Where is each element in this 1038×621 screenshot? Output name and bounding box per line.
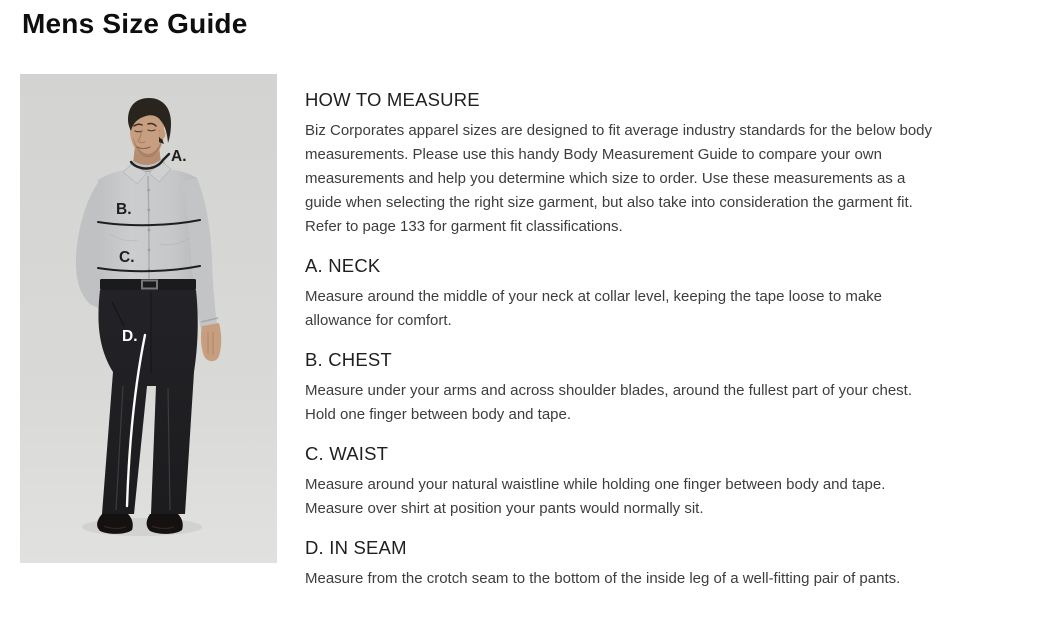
label-b-chest: B. <box>116 201 132 218</box>
section-body: Measure around your natural waistline while holding one finger between body and tape. Measure over shirt at position your pants would normally sit. <box>305 476 886 517</box>
model-illustration <box>20 74 277 563</box>
model-ear <box>159 129 166 139</box>
page-title: Mens Size Guide <box>22 8 248 39</box>
left-shoe <box>97 514 133 534</box>
section-inseam <box>305 536 939 591</box>
section-waist <box>305 442 939 521</box>
section-how-to-measure <box>305 88 939 239</box>
label-d-inseam: D. <box>122 328 138 345</box>
section-body: Measure from the crotch seam to the bottom of the inside leg of a well-fitting pair of pants. <box>305 570 901 587</box>
label-c-waist: C. <box>119 249 135 266</box>
model-right-hand <box>201 323 221 361</box>
section-heading: HOW TO MEASURE <box>305 89 480 110</box>
measure-guide-content <box>305 88 939 591</box>
section-neck <box>305 254 939 333</box>
right-shoe <box>147 514 183 534</box>
section-heading: D. IN SEAM <box>305 537 407 558</box>
section-heading: B. CHEST <box>305 349 392 370</box>
section-heading: A. NECK <box>305 255 381 276</box>
section-body: Biz Corporates apparel sizes are designed to fit average industry standards for the below body measurements. Please use this handy Body Measurement Guide to compare your own measurements and help you determine which size to order. Use these measurements as a guide when selecting the right size garment, but also take into consideration the garment fit. Refer to page 133 for garment fit classifications. <box>305 122 933 235</box>
section-body: Measure around the middle of your neck at collar level, keeping the tape loose to make allowance for comfort. <box>305 288 883 329</box>
label-a-neck: A. <box>171 148 187 165</box>
size-guide-photo <box>20 74 277 563</box>
section-heading: C. WAIST <box>305 443 389 464</box>
section-body: Measure under your arms and across shoulder blades, around the fullest part of your chest. Hold one finger between body and tape. <box>305 382 912 423</box>
section-chest <box>305 348 939 427</box>
